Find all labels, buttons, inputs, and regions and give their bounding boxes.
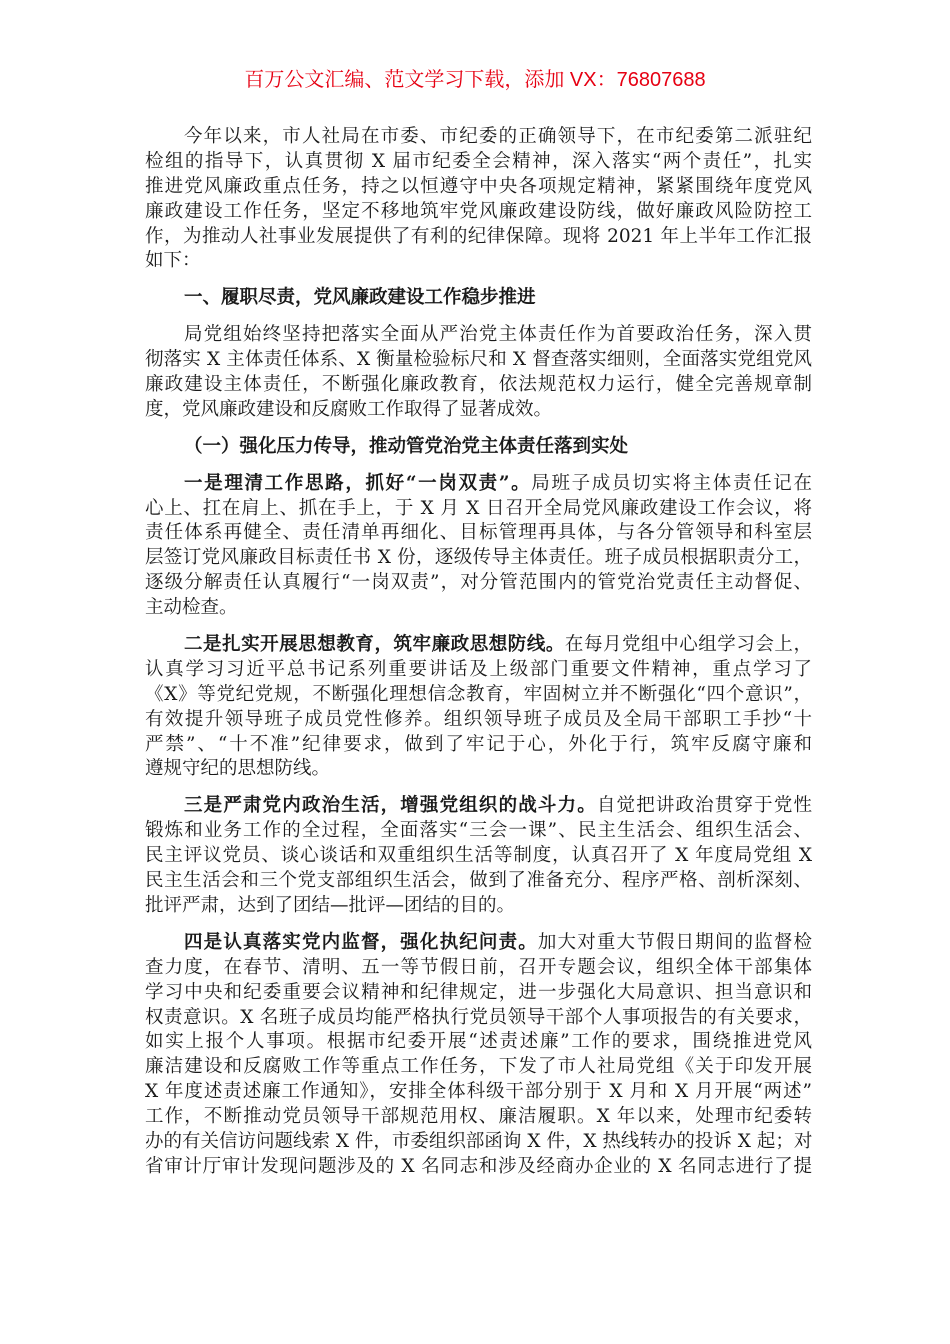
text-line [145, 1080, 812, 1105]
line-text: 严禁”、“十不准”纪律要求，做到了牢记于心，外化于行，筑牢反腐守廉和 [145, 733, 812, 755]
text-line [145, 150, 812, 175]
text-line [145, 497, 812, 522]
line-text: 作，为推动人社事业发展提供了有利的纪律保障。现将 2021 年上半年工作汇报 [145, 225, 812, 247]
document-body [145, 125, 812, 1192]
text-line [145, 794, 812, 819]
line-text: 检组的指导下，认真贯彻 X 届市纪委全会精神，深入落实“两个责任”，扎实 [145, 150, 812, 172]
line-text: 责任体系再健全、责任清单再细化、目标管理再具体，与各分管领导和科室层 [145, 522, 812, 544]
text-line [145, 435, 812, 460]
paragraph [145, 125, 812, 274]
line-text: 省审计厅审计发现问题涉及的 X 名同志和涉及经商办企业的 X 名同志进行了提 [145, 1155, 812, 1177]
line-text: （一）强化压力传导，推动管党治党主体责任落到实处 [184, 435, 629, 457]
text-line [145, 571, 812, 596]
line-text: 层签订党风廉政目标责任书 X 份，逐级传导主体责任。班子成员根据职责分工， [145, 547, 812, 569]
paragraph [145, 794, 812, 918]
line-text: 局党组始终坚持把落实全面从严治党主体责任作为首要政治任务，深入贯 [184, 324, 812, 346]
line-text: 民主评议党员、谈心谈话和双重组织生活等制度，认真召开了 X 年度局党组 X [145, 845, 812, 867]
line-text: 自觉把讲政治贯穿于党性 [596, 795, 812, 817]
text-line [145, 1155, 812, 1180]
line-text: 查力度，在春节、清明、五一等节假日前，召开专题会议，组织全体干部集体 [145, 956, 812, 978]
text-line [145, 1006, 812, 1031]
line-text: 锻炼和业务工作的全过程，全面落实“三会一课”、民主生活会、组织生活会、 [145, 820, 812, 842]
line-text: 《X》等党纪党规，不断强化理想信念教育，牢固树立并不断强化“四个意识”， [145, 683, 812, 705]
line-text: 心上、扛在肩上、抓在手上，于 X 月 X 日召开全局党风廉政建设工作会议，将 [145, 497, 812, 519]
paragraph [145, 931, 812, 1180]
line-text: 如下： [145, 250, 201, 272]
text-line [145, 757, 812, 782]
text-line [145, 708, 812, 733]
text-line [145, 175, 812, 200]
text-line [145, 869, 812, 894]
text-line [145, 373, 812, 398]
line-text: 彻落实 X 主体责任体系、X 衡量检验标尺和 X 督查落实细则，全面落实党组党风 [145, 349, 812, 371]
section-heading [145, 435, 812, 460]
line-text: 民主生活会和三个党支部组织生活会，做到了准备充分、程序严格、剖析深刻、 [145, 870, 812, 892]
text-line [145, 249, 812, 274]
line-text: 如实上报个人事项。根据市纪委开展“述责述廉”工作的要求，围绕推进党风 [145, 1031, 812, 1053]
text-line [145, 546, 812, 571]
line-text: 工作，不断推动党员领导干部规范用权、廉洁履职。X 年以来，处理市纪委转 [145, 1106, 812, 1128]
text-line [145, 956, 812, 981]
line-text: 办的有关信访问题线索 X 件，市委组织部函询 X 件，X 热线转办的投诉 X 起；对 [145, 1130, 812, 1152]
line-text: 局班子成员切实将主体责任记在 [531, 472, 812, 494]
paragraph-lead: 二是扎实开展思想教育，筑牢廉政思想防线。 [184, 634, 565, 656]
paragraph [145, 472, 812, 621]
text-line [145, 931, 812, 956]
text-line [145, 1030, 812, 1055]
paragraph [145, 323, 812, 423]
line-text: 廉政建设主体责任，不断强化廉政教育，依法规范权力运行，健全完善规章制 [145, 374, 812, 396]
paragraph-lead: 一是理清工作思路，抓好“一岗双责”。 [184, 472, 532, 494]
text-line [145, 1130, 812, 1155]
text-line [145, 819, 812, 844]
line-text: 廉政建设工作任务，坚定不移地筑牢党风廉政建设防线，做好廉政风险防控工 [145, 200, 812, 222]
section-heading [145, 286, 812, 311]
text-line [145, 1055, 812, 1080]
line-text: 遵规守纪的思想防线。 [145, 758, 331, 780]
line-text: 有效提升领导班子成员党性修养。组织领导班子成员及全局干部职工手抄“十 [145, 708, 812, 730]
paragraph [145, 633, 812, 782]
line-text: 在每月党组中心组学习会上， [564, 634, 812, 656]
line-text: 加大对重大节假日期间的监督检 [537, 931, 812, 953]
line-text: 认真学习习近平总书记系列重要讲话及上级部门重要文件精神，重点学习了 [145, 658, 812, 680]
line-text: X 年度述责述廉工作通知》，安排全体科级干部分别于 X 月和 X 月开展“两述” [145, 1081, 812, 1103]
line-text: 权责意识。X 名班子成员均能严格执行党员领导干部个人事项报告的有关要求， [145, 1006, 812, 1028]
line-text: 逐级分解责任认真履行“一岗双责”，对分管范围内的管党治党责任主动督促、 [145, 572, 812, 594]
text-line [145, 981, 812, 1006]
text-line [145, 521, 812, 546]
paragraph-lead: 三是严肃党内政治生活，增强党组织的战斗力。 [184, 795, 597, 817]
line-text: 主动检查。 [145, 597, 238, 619]
line-text: 一、履职尽责，党风廉政建设工作稳步推进 [184, 287, 536, 309]
line-text: 批评严肃，达到了团结—批评—团结的目的。 [145, 894, 516, 916]
text-line [145, 844, 812, 869]
line-text: 今年以来，市人社局在市委、市纪委的正确领导下，在市纪委第二派驻纪 [184, 126, 812, 147]
text-line [145, 225, 812, 250]
text-line [145, 733, 812, 758]
text-line [145, 1105, 812, 1130]
text-line [145, 323, 812, 348]
text-line [145, 472, 812, 497]
text-line [145, 894, 812, 919]
text-line [145, 398, 812, 423]
text-line [145, 348, 812, 373]
line-text: 学习中央和纪委重要会议精神和纪律规定，进一步强化大局意识、担当意识和 [145, 981, 812, 1003]
text-line [145, 633, 812, 658]
text-line [145, 200, 812, 225]
text-line [145, 596, 812, 621]
line-text: 度，党风廉政建设和反腐败工作取得了显著成效。 [145, 398, 553, 420]
paragraph-lead: 四是认真落实党内监督，强化执纪问责。 [184, 931, 538, 953]
text-line [145, 658, 812, 683]
text-line [145, 125, 812, 150]
text-line [145, 286, 812, 311]
watermark-banner: 百万公文汇编、范文学习下载，添加 VX：76807688 [244, 69, 706, 91]
line-text: 推进党风廉政重点任务，持之以恒遵守中央各项规定精神，紧紧围绕年度党风 [145, 175, 812, 197]
text-line [145, 683, 812, 708]
line-text: 廉洁建设和反腐败工作等重点工作任务，下发了市人社局党组《关于印发开展 [145, 1056, 812, 1078]
